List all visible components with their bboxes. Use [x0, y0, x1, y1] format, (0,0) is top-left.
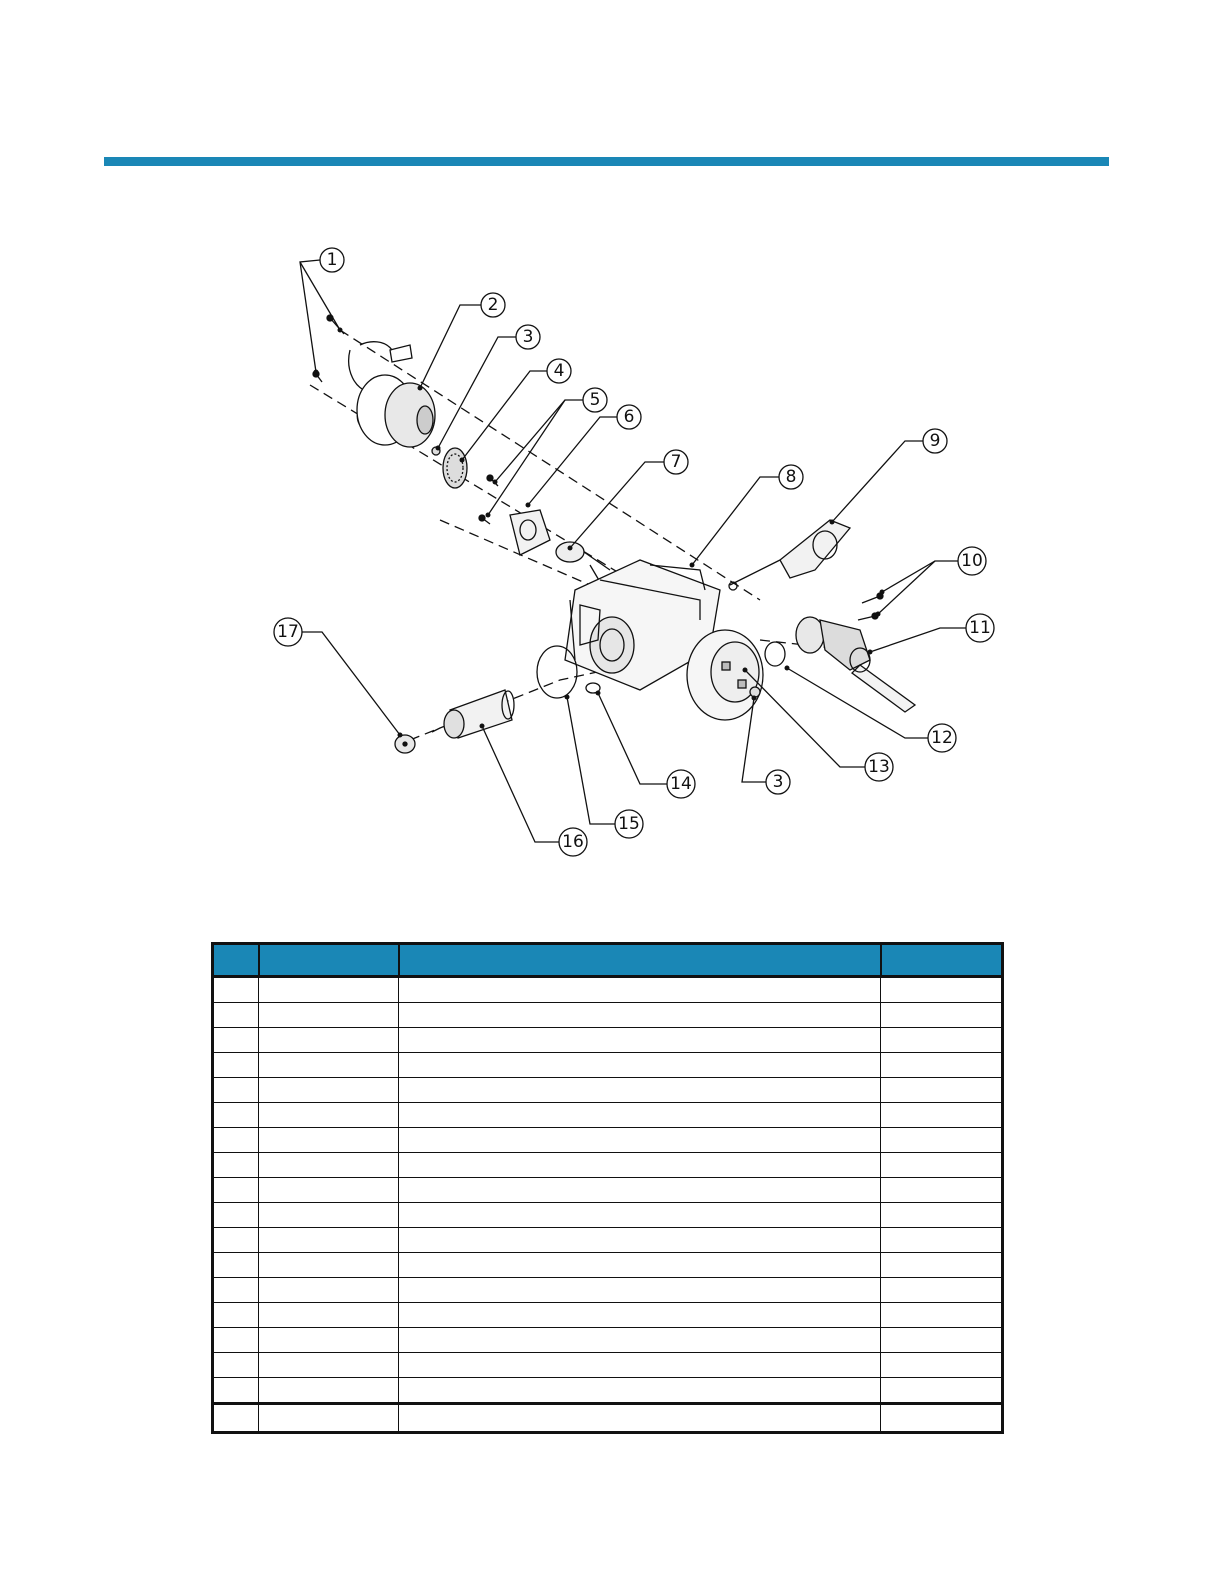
table-cell: [399, 1178, 881, 1203]
table-cell: [259, 1003, 399, 1028]
callout-10-label: 10: [961, 551, 983, 571]
cap-part-17: [395, 735, 415, 753]
motor-part-2: [349, 342, 435, 447]
callout-4-label: 4: [553, 361, 565, 381]
table-row: [213, 1378, 1003, 1404]
table-cell: [881, 1028, 1003, 1053]
table-cell: [259, 1353, 399, 1378]
table-cell: [881, 1003, 1003, 1028]
table-cell: [881, 1328, 1003, 1353]
table-cell: [259, 1128, 399, 1153]
table-cell: [213, 1078, 259, 1103]
callout-1-label: 1: [326, 250, 338, 270]
table-cell: [259, 977, 399, 1003]
table-cell: [399, 1003, 881, 1028]
callout-12-label: 12: [931, 728, 953, 748]
table-row: [213, 1128, 1003, 1153]
table-cell: [259, 1078, 399, 1103]
table-cell: [399, 1353, 881, 1378]
table-cell: [259, 1178, 399, 1203]
table-cell: [399, 1404, 881, 1433]
total-row: [213, 1404, 1003, 1433]
table-row: [213, 1328, 1003, 1353]
table-cell: [213, 1278, 259, 1303]
table-cell: [399, 1278, 881, 1303]
table-cell: [399, 1328, 881, 1353]
table-row: [213, 1228, 1003, 1253]
table-row: [213, 1203, 1003, 1228]
bracket-part-6: [510, 510, 550, 555]
table-row: [213, 1053, 1003, 1078]
table-cell: [213, 1003, 259, 1028]
parts-table-body: [213, 977, 1003, 1433]
header-quantity: [881, 944, 1003, 977]
table-cell: [881, 1278, 1003, 1303]
parts-table-header: [213, 944, 1003, 977]
table-cell: [259, 1378, 399, 1404]
table-row: [213, 1028, 1003, 1053]
callout-2-label: 2: [487, 295, 499, 315]
table-cell: [881, 1178, 1003, 1203]
table-row: [213, 1253, 1003, 1278]
table-cell: [213, 1228, 259, 1253]
table-cell: [213, 1328, 259, 1353]
table-cell: [399, 1028, 881, 1053]
table-row: [213, 1353, 1003, 1378]
callout-16-label: 16: [562, 832, 584, 852]
table-row: [213, 1078, 1003, 1103]
table-cell: [881, 1078, 1003, 1103]
table-cell: [881, 1303, 1003, 1328]
table-row: [213, 977, 1003, 1003]
table-cell: [881, 977, 1003, 1003]
rotor-part-16: [432, 690, 514, 738]
callout-14-label: 14: [670, 774, 692, 794]
table-cell: [259, 1153, 399, 1178]
table-cell: [259, 1328, 399, 1353]
table-cell: [399, 1203, 881, 1228]
table-cell: [259, 1028, 399, 1053]
table-cell: [399, 1053, 881, 1078]
table-cell: [881, 1404, 1003, 1433]
table-cell: [881, 1378, 1003, 1404]
callout-15-label: 15: [618, 814, 640, 834]
o-ring-part-15: [537, 646, 577, 698]
table-cell: [399, 1153, 881, 1178]
table-cell: [881, 1228, 1003, 1253]
parts-table: [211, 942, 1004, 1434]
table-cell: [259, 1053, 399, 1078]
header-item: [213, 944, 259, 977]
table-cell: [213, 1103, 259, 1128]
table-cell: [399, 1303, 881, 1328]
header-description: [399, 944, 881, 977]
callout-7-label: 7: [670, 452, 682, 472]
gear-part-4: [443, 448, 467, 488]
table-cell: [881, 1253, 1003, 1278]
table-cell: [259, 1303, 399, 1328]
table-cell: [213, 1253, 259, 1278]
callout-17-label: 17: [277, 622, 299, 642]
table-cell: [213, 1303, 259, 1328]
valve-part-11: [796, 617, 915, 712]
callout-11-label: 11: [969, 618, 991, 638]
table-cell: [213, 1203, 259, 1228]
table-cell: [259, 1228, 399, 1253]
o-ring-part-12: [765, 642, 785, 666]
table-cell: [213, 977, 259, 1003]
callout-3-label: 3: [522, 327, 534, 347]
table-cell: [213, 1378, 259, 1404]
table-row: [213, 1003, 1003, 1028]
table-cell: [399, 1128, 881, 1153]
nut-part-3b: [750, 687, 760, 697]
table-cell: [881, 1103, 1003, 1128]
table-cell: [259, 1203, 399, 1228]
callout-3b-label: 3: [772, 772, 784, 792]
callout-6-label: 6: [623, 407, 635, 427]
table-row: [213, 1178, 1003, 1203]
handle-part-9: [729, 520, 850, 590]
table-cell: [213, 1128, 259, 1153]
header-part-number: [259, 944, 399, 977]
table-cell: [213, 1153, 259, 1178]
table-cell: [399, 977, 881, 1003]
table-cell: [881, 1353, 1003, 1378]
table-cell: [399, 1103, 881, 1128]
table-cell: [213, 1178, 259, 1203]
table-cell: [399, 1378, 881, 1404]
table-cell: [259, 1278, 399, 1303]
table-cell: [399, 1078, 881, 1103]
table-cell: [881, 1053, 1003, 1078]
table-cell: [881, 1128, 1003, 1153]
table-row: [213, 1153, 1003, 1178]
table-cell: [259, 1103, 399, 1128]
table-cell: [881, 1203, 1003, 1228]
table-cell: [213, 1028, 259, 1053]
callout-8-label: 8: [785, 467, 797, 487]
callout-13-label: 13: [868, 757, 890, 777]
table-cell: [213, 1353, 259, 1378]
table-cell: [399, 1253, 881, 1278]
table-cell: [399, 1228, 881, 1253]
table-cell: [213, 1053, 259, 1078]
callout-5-label: 5: [589, 390, 601, 410]
disc-part-13: [687, 630, 763, 720]
table-cell: [259, 1404, 399, 1433]
callout-9-label: 9: [929, 431, 941, 451]
table-row: [213, 1303, 1003, 1328]
table-row: [213, 1103, 1003, 1128]
table-cell: [881, 1153, 1003, 1178]
table-cell: [259, 1253, 399, 1278]
table-cell: [213, 1404, 259, 1433]
table-row: [213, 1278, 1003, 1303]
